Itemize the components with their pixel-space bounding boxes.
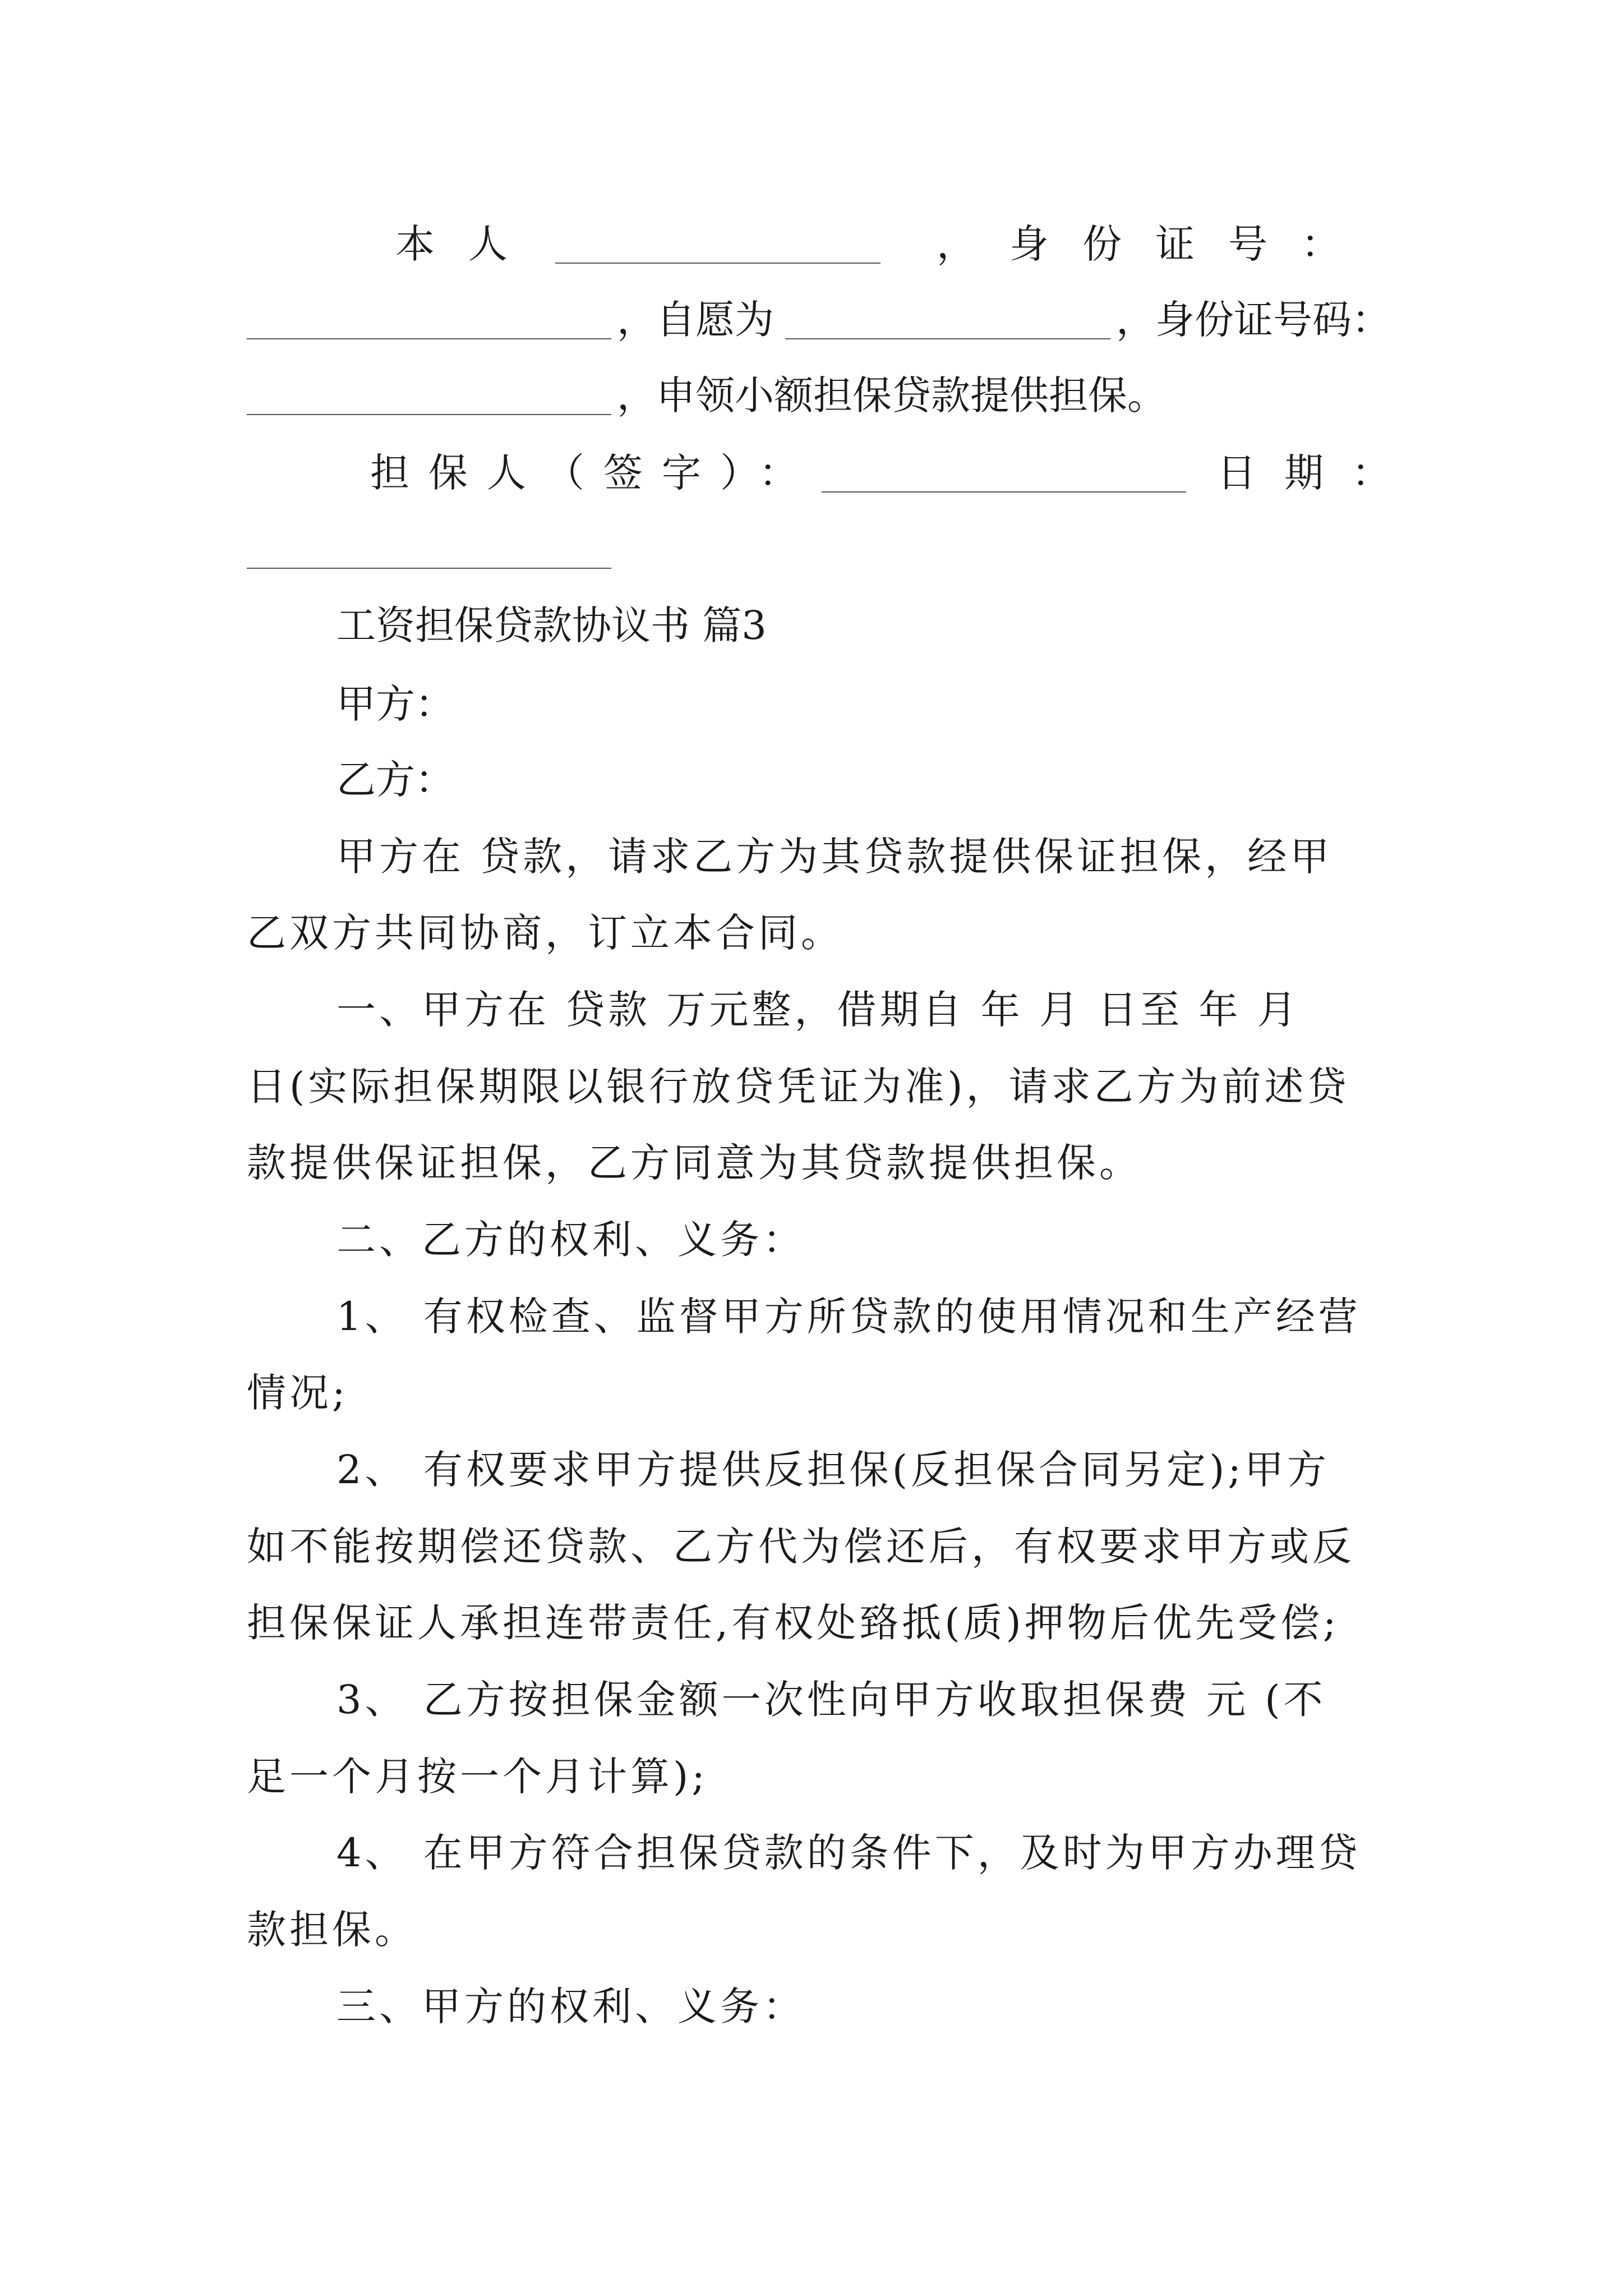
self-name-blank [555,263,880,264]
guarantor-signature-label: 担保人（签字）： [370,450,817,496]
intro-line-2: 乙双方共同协商，订立本合同。 [247,910,843,956]
item3-line-1: 3、 乙方按担保金额一次性向甲方收取担保费 元 (不 [336,1677,1326,1723]
clause1-line-3: 款提供保证担保，乙方同意为其贷款提供担保。 [247,1140,1142,1186]
id-number-blank-2 [247,414,611,415]
date-label: 日期： [1217,450,1419,496]
clause1-line-1: 一、甲方在 贷款 万元整，借期自 年 月 日至 年 月 [336,987,1300,1033]
clause3-title: 三、甲方的权利、义务： [336,1984,805,2030]
intro-line-1: 甲方在 贷款，请求乙方为其贷款提供保证担保，经甲 [336,834,1333,880]
date-blank [247,568,611,569]
item1-line-2: 情况; [247,1370,349,1416]
clause2-title: 二、乙方的权利、义务： [336,1217,805,1263]
id-number-label-2: ，身份证号码： [1116,297,1391,343]
apply-text: ，申领小额担保贷款提供担保。 [617,372,1166,418]
item1-line-1: 1、 有权检查、监督甲方所贷款的使用情况和生产经营 [336,1294,1361,1340]
party-a: 甲方： [336,681,454,727]
id-number-blank [247,338,611,339]
volunteer-label: ，自愿为 [617,297,774,343]
section-title: 工资担保贷款协议书 篇3 [336,602,767,648]
item2-line-1: 2、 有权要求甲方提供反担保(反担保合同另定);甲方 [336,1447,1330,1493]
item3-line-2: 足一个月按一个月计算); [247,1754,708,1800]
clause1-line-2: 日(实际担保期限以银行放贷凭证为准)，请求乙方为前述贷 [247,1064,1350,1110]
signature-blank [822,491,1186,493]
party-b: 乙方： [336,757,454,803]
item2-line-2: 如不能按期偿还贷款、乙方代为偿还后，有权要求甲方或反 [247,1524,1355,1570]
id-number-label: ，身份证号： [937,221,1374,267]
item4-line-2: 款担保。 [247,1907,417,1953]
self-label: 本人 [395,221,541,267]
item4-line-1: 4、 在甲方符合担保贷款的条件下，及时为甲方办理贷 [336,1830,1361,1876]
item2-line-3: 担保保证人承担连带责任,有权处臵抵(质)押物后优先受偿; [247,1600,1340,1646]
guarantee-for-blank [785,338,1110,339]
